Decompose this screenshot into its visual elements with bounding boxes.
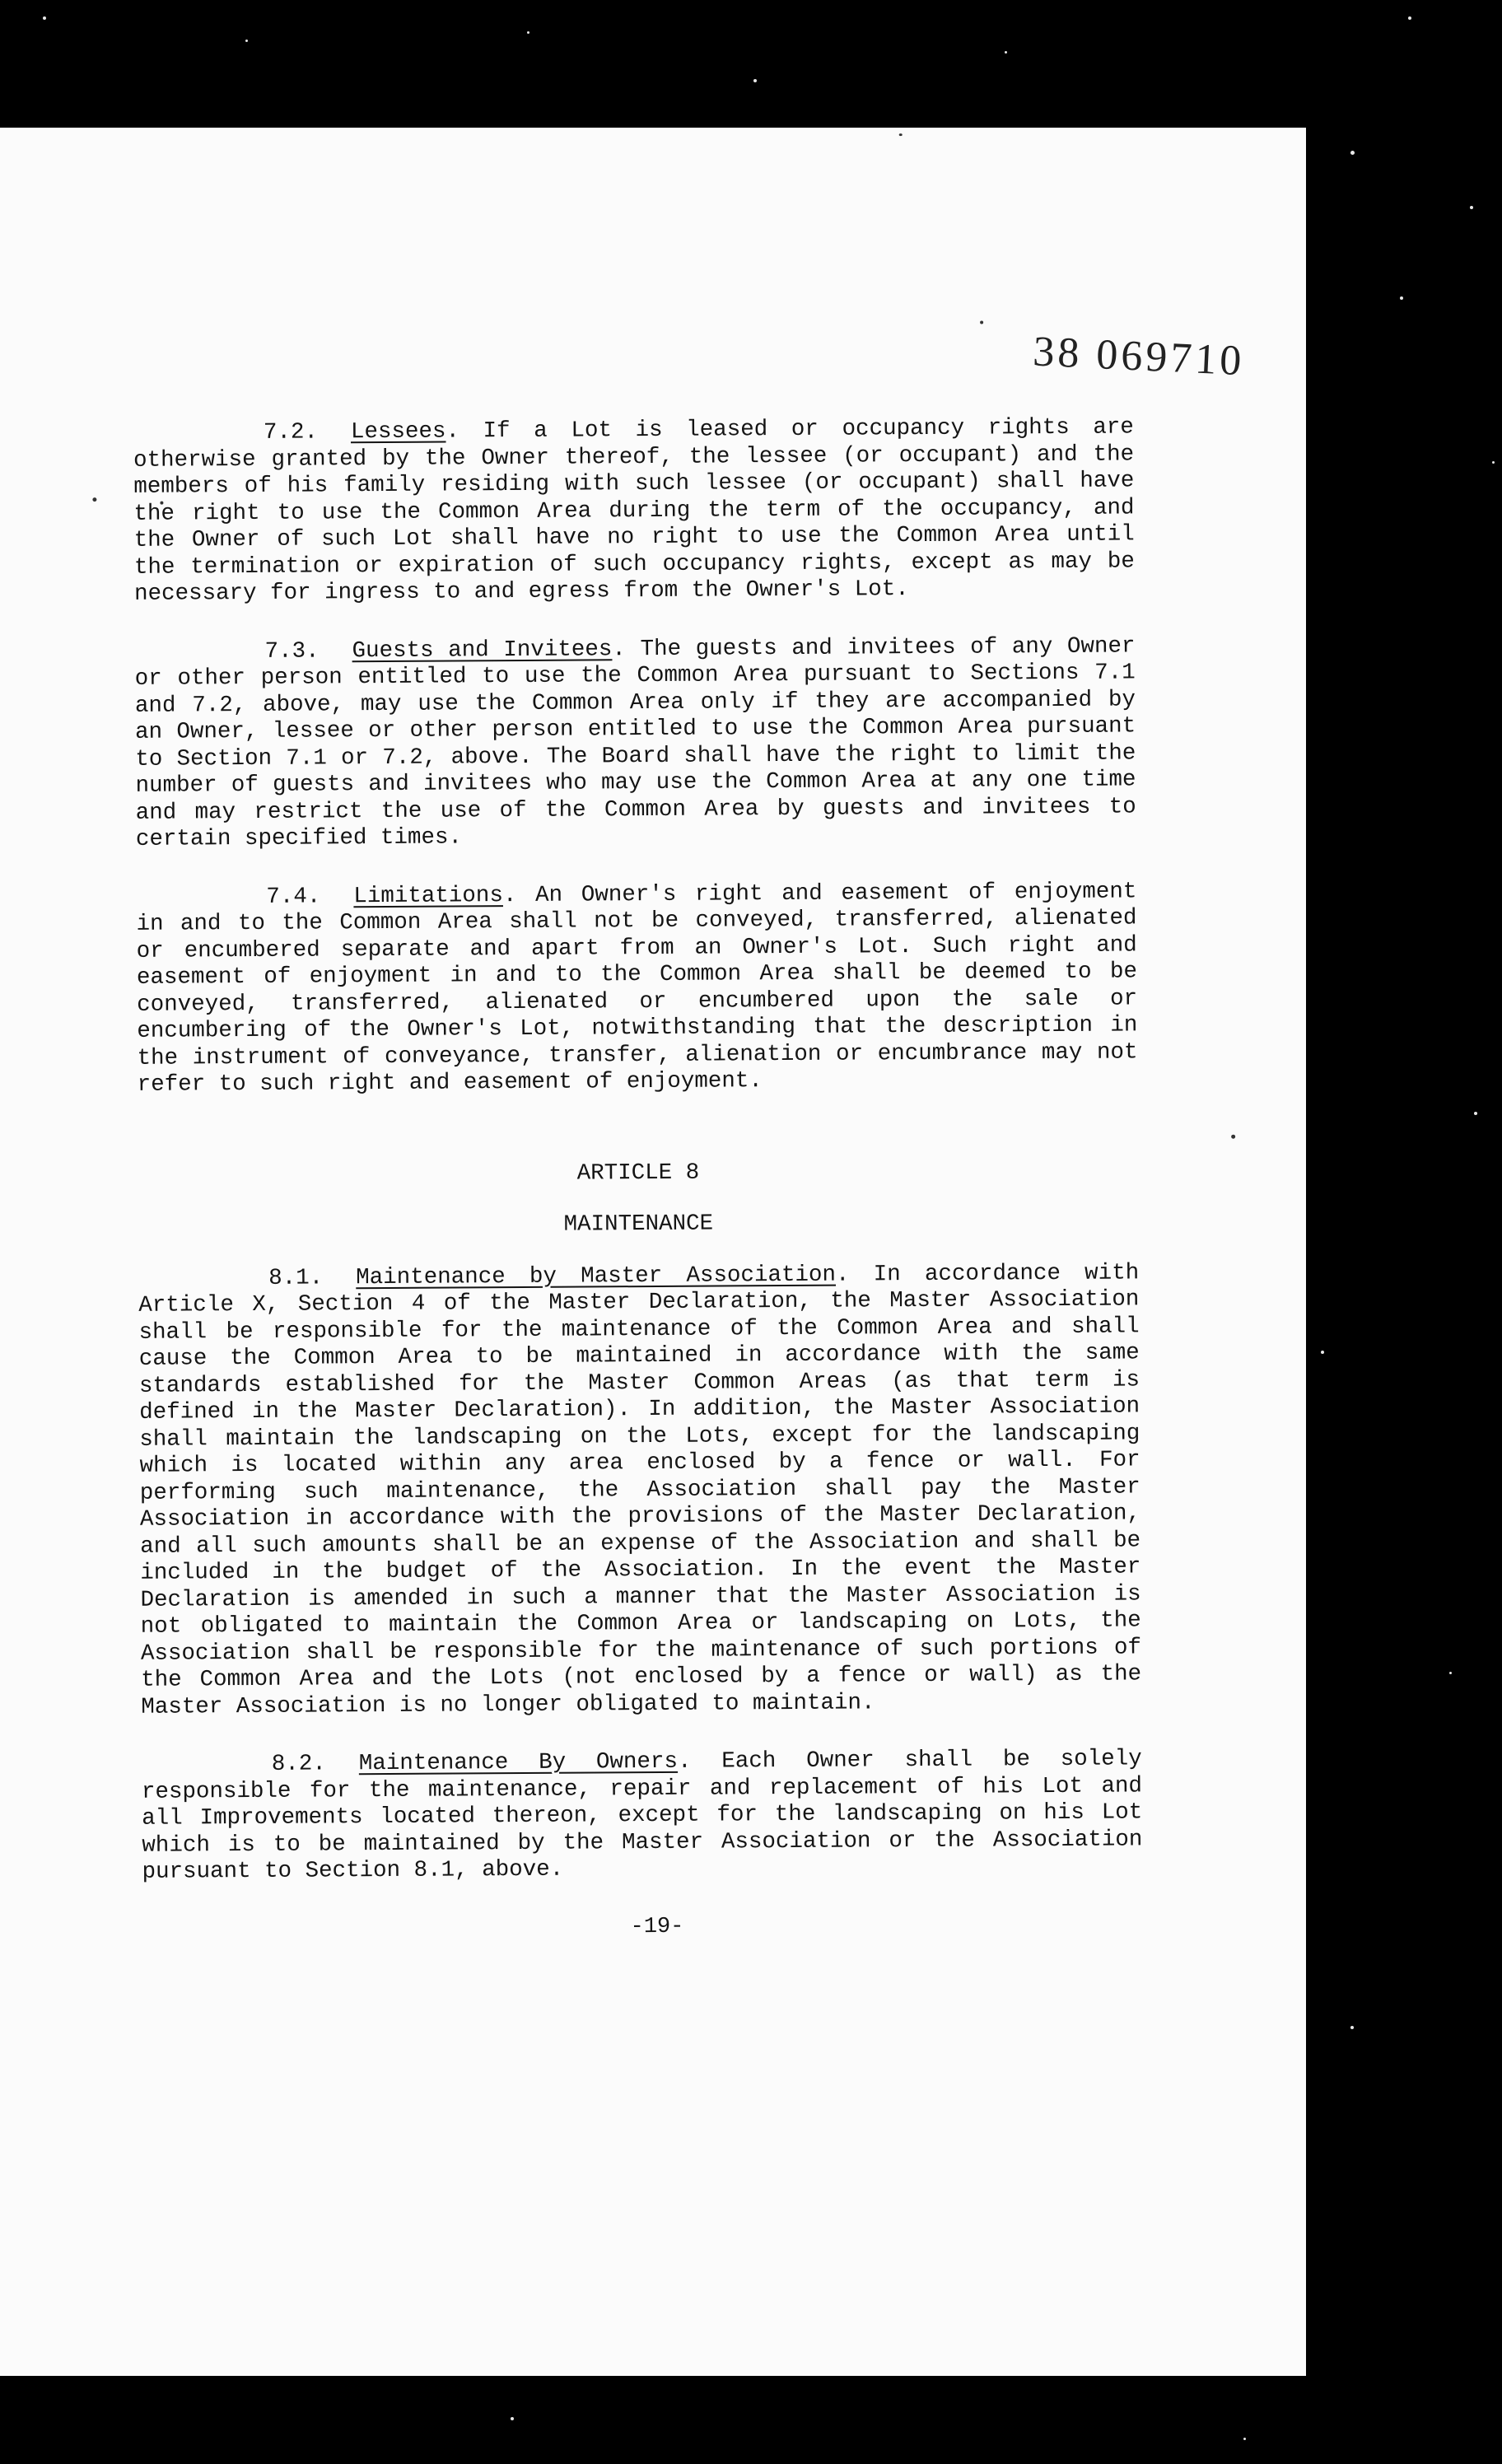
section-text: The guests and invitees of any Owner or other person entitled to use the Common Area pursuant to Sections 7.1 and 7.2, above, may use the Common Area only if they are accompanied by an Owner, lessee or other person entitled to use the Common Area pursuant to Section 7.1 or 7.2, above. The Board shall have the right to limit the number of guests and invitees who may use the Common Area at any one time and may restrict the use of the Common Area by guests and invitees to certain specified times.: [134, 632, 1136, 852]
scan-speck: [245, 40, 248, 42]
page-number: -19-: [630, 1914, 684, 1940]
scan-speck: [1470, 206, 1473, 209]
section-8-1: 8.1. Maintenance by Master Association. In accordance with Article X, Section 4 of the Master Declaration, the Master Association shall be responsible for the maintenance of the Common Area and shall cause the Common Area to be maintained in accordance with the same standards established for the Master Common Areas (as that term is defined in the Master Declaration). In addition, the Master Association shall maintain the landscaping on the Lots, except for the landscaping which is located within any area enclosed by a fence or wall. For performing such maintenance, the Association shall pay the Master Association in accordance with the provisions of the Master Declaration, and all such amounts shall be an expense of the Association and shall be included in the budget of the Association. In the event the Master Declaration is amended in such a manner that the Master Association is not obligated to maintain the Common Area or landscaping on Lots, the Association shall be responsible for the maintenance of such portions of the Common Area and the Lots (not enclosed by a fence or wall) as the Master Association is no longer obligated to maintain.: [138, 1259, 1142, 1720]
section-heading: Maintenance By Owners: [358, 1748, 679, 1777]
scan-speck: [1449, 1672, 1452, 1674]
document-body: [133, 414, 1143, 1917]
section-heading: Limitations: [353, 882, 503, 909]
section-8-2: 8.2. Maintenance By Owners. Each Owner shall be solely responsible for the maintenance, repair and replacement of his Lot and all Improvements located thereon, except for the landscaping on his Lot which is to be maintained by the Master Association or the Association pursuant to Section 8.1, above.: [141, 1746, 1143, 1885]
section-text: Each Owner shall be solely responsible for the maintenance, repair and replacement of his Lot and all Improvements located thereon, except for the landscaping on his Lot which is to be maintained by the Master Association or the Association pursuant to Section 8.1, above.: [141, 1746, 1143, 1885]
scan-speck: [1350, 151, 1355, 155]
section-text: In accordance with Article X, Section 4 of the Master Declaration, the Master Association shall be responsible for the maintenance of the Common Area and shall cause the Common Area to be maintained in accordance with the same standards established for the Master Common Areas (as that term is defined in the Master Declaration). In addition, the Master Association shall maintain the landscaping on the Lots, except for the landscaping which is located within any area enclosed by a fence or wall. For performing such maintenance, the Association shall pay the Master Association in accordance with the provisions of the Master Declaration, and all such amounts shall be an expense of the Association and shall be included in the budget of the Association. In the event the Master Declaration is amended in such a manner that the Master Association is not obligated to maintain the Common Area or landscaping on Lots, the Association shall be responsible for the maintenance of such portions of the Common Area and the Lots (not enclosed by a fence or wall) as the Master Association is no longer obligated to maintain.: [138, 1259, 1142, 1720]
section-heading: Lessees: [350, 418, 446, 446]
section-heading: Guests and Invitees: [352, 636, 613, 664]
scan-speck: [1408, 16, 1411, 20]
section-number: 8.2.: [271, 1751, 326, 1777]
document-page: [0, 128, 1306, 2376]
section-7-2: 7.2. Lessees. If a Lot is leased or occupancy rights are otherwise granted by the Owner thereof, the lessee (or occupant) and the members of his family residing with such lessee (or occupant) shall have the right to use the Common Area during the term of the occupancy, and the Owner of such Lot shall have no right to use the Common Area until the termination or expiration of such occupancy rights, except as may be necessary for ingress to and egress from the Owner's Lot.: [133, 414, 1135, 607]
scan-speck: [527, 31, 529, 34]
section-text: If a Lot is leased or occupancy rights are otherwise granted by the Owner thereof, the lessee (or occupant) and the members of his family residing with such lessee (or occupant) shall have the right to use the Common Area during the term of the occupancy, and the Owner of such Lot shall have no right to use the Common Area until the termination or expiration of such occupancy rights, except as may be necessary for ingress to and egress from the Owner's Lot.: [133, 414, 1135, 607]
section-number: 7.2.: [263, 419, 319, 446]
scan-speck: [1474, 1112, 1477, 1115]
section-number: 8.1.: [268, 1264, 324, 1291]
scan-speck: [92, 497, 96, 502]
scan-speck: [1492, 461, 1495, 464]
section-heading: Maintenance by Master Association: [356, 1262, 837, 1290]
section-7-4: 7.4. Limitations. An Owner's right and easement of enjoyment in and to the Common Area shall not be conveyed, transferred, alienated or encumbered separate and apart from an Owner's Lot. Such right and easement of enjoyment in and to the Common Area shall be deemed to be conveyed, transferred, alienated or encumbered upon the sale or encumbering of the Owner's Lot, notwithstanding that the description in the instrument of conveyance, transfer, alienation or encumbrance may not refer to such right and easement of enjoyment.: [136, 878, 1138, 1098]
article-subtitle: MAINTENANCE: [563, 1211, 714, 1238]
scan-speck: [753, 79, 757, 82]
page-content: [0, 128, 1306, 2376]
document-number: 38 069710: [1032, 328, 1246, 385]
scan-speck: [1400, 296, 1403, 300]
section-number: 7.4.: [266, 883, 321, 910]
scan-speck: [1005, 51, 1007, 54]
scan-speck: [43, 16, 46, 20]
scan-speck: [511, 2417, 514, 2420]
scan-speck: [1321, 1351, 1324, 1354]
article-title: ARTICLE 8: [576, 1160, 700, 1187]
scan-speck: [1243, 2438, 1246, 2440]
section-text: An Owner's right and easement of enjoyment in and to the Common Area shall not be conveyed, transferred, alienated or encumbered separate and apart from an Owner's Lot. Such right and easement of enjoyment in and to the Common Area shall be deemed to be conveyed, transferred, alienated or encumbered upon the sale or encumbering of the Owner's Lot, notwithstanding that the description in the instrument of conveyance, transfer, alienation or encumbrance may not refer to such right and easement of enjoyment.: [136, 878, 1138, 1098]
section-7-3: 7.3. Guests and Invitees. The guests and invitees of any Owner or other person entitled to use the Common Area pursuant to Sections 7.1 and 7.2, above, may use the Common Area only if they are accompanied by an Owner, lessee or other person entitled to use the Common Area pursuant to Section 7.1 or 7.2, above. The Board shall have the right to limit the number of guests and invitees who may use the Common Area at any one time and may restrict the use of the Common Area by guests and invitees to certain specified times.: [134, 632, 1136, 852]
scan-speck: [899, 133, 903, 136]
scan-speck: [1350, 2026, 1354, 2029]
scan-speck: [980, 321, 983, 324]
scan-speck: [1231, 1135, 1235, 1139]
section-number: 7.3.: [264, 637, 320, 665]
